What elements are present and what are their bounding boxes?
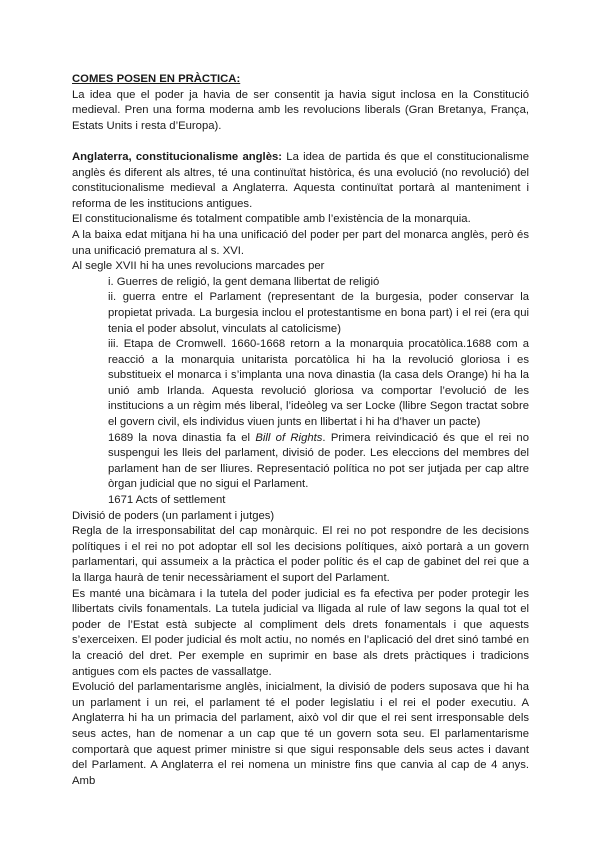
monarchy-paragraph: El constitucionalisme és totalment compatible amb l’existència de la monarquia. bbox=[72, 213, 471, 226]
spacer bbox=[72, 134, 529, 150]
england-paragraph bbox=[72, 150, 529, 212]
document-page bbox=[72, 72, 529, 789]
xvii-paragraph: Al segle XVII hi ha unes revolucions marcades per bbox=[72, 260, 325, 273]
list-item-i: i. Guerres de religió, la gent demana llibertat de religió bbox=[108, 275, 380, 288]
division-paragraph: Divisió de poders (un parlament i jutges) bbox=[72, 509, 275, 522]
list-item-iii: iii. Etapa de Cromwell. 1660-1668 retorn a la monarquia procatòlica.1688 com a reacció a la monarquia unitarista porcatòlica hi ha la revolució gloriosa i es substitueix el monarca i s’implanta una nova dinastia (la casa dels Orange) hi ha la unió amb Irlanda. Aquesta revolució gloriosa va comportar l’evolució de les institucions a un règim més liberal, l’ideòleg va ser Locke (llibre Segon tractat sobre el govern civil, els individus viuen junts en llibertat i hi ha d’haver un pacte) bbox=[108, 338, 529, 429]
page-title: COMES POSEN EN PRÀCTICA: bbox=[72, 73, 241, 85]
bill-of-rights: Bill of Rights bbox=[255, 431, 323, 444]
list-item-1671: 1671 Acts of settlement bbox=[108, 494, 226, 507]
list-item-ii: ii. guerra entre el Parlament (representant de la burgesia, poder conservar la propietat privada. La burgesia inclou el protestantisme en bona part) i el rei (era qui tenia el poder absolut, vinculats al catolicisme) bbox=[108, 291, 529, 335]
intro-paragraph: La idea que el poder ja havia de ser consentit ja havia sigut inclosa en la Constitució medieval. Pren una forma moderna amb les revolucions liberals (Gran Bretanya, França, Estats Units i resta d’Europa). bbox=[72, 88, 529, 132]
england-text: La idea de partida és que el constitucionalisme anglès és diferent als altres, té una continuïtat històrica, és una evolució (no revolució) del constitucionalisme medieval a Anglaterra. Aquesta continuïtat portarà al manteniment i reforma de les institucions antigues. bbox=[72, 150, 529, 210]
item-1689-start: 1689 la nova dinastia fa el bbox=[108, 431, 256, 444]
england-heading: Anglaterra, constitucionalisme anglès: bbox=[72, 150, 283, 163]
evolution-paragraph: Evolució del parlamentarisme anglès, inicialment, la divisió de poders suposava que hi ha un parlament i un rei, el parlament té el poder legislatiu i el rei el poder executiu. A Anglaterra hi ha un primacia del parlament, això vol dir que el rei sent irresponsable dels seus actes, han de nomenar a un cap que té un govern sota seu. El parlamentarisme comportarà que aquest primer ministre si que sigui responsable dels seus actes i davant del Parlament. A Anglaterra el rei nomena un ministre fins que canvia al cap de 4 anys. Amb bbox=[72, 681, 529, 787]
bicameral-paragraph: Es manté una bicàmara i la tutela del poder judicial es fa efectiva per poder protegir les llibertats civils fonamentals. La tutela judicial va lligada al rule of law segons la qual tot el poder de l’Estat està subjecte al compliment dels drets fonamentals i que aquests s’exerceixen. El poder judicial és molt actiu, no només en l’aplicació del dret sinó també en la creació del dret. Per exemple en suprimir en base als drets pràctiques i tradicions antigues com els pactes de vassallatge. bbox=[72, 587, 529, 678]
list-item-1689 bbox=[72, 431, 529, 493]
rule-paragraph: Regla de la irresponsabilitat del cap monàrquic. El rei no pot respondre de les decisions polítiques i el rei no pot adoptar ell sol les decisions polítiques, això portarà a un govern parlamentari, qui assumeix a la pràctica el poder polític és el cap de gabinet del rei que a la llarga haurà de tenir necessàriament el suport del Parlament. bbox=[72, 525, 529, 584]
item-1689-end: . Primera reivindicació és que el rei no suspengui les lleis del parlament, divisió de poder. Les eleccions del membres del parlament han de ser lliures. Representació política no pot ser jutjada per cap altre òrgan judicial que no sigui el Parlament. bbox=[108, 431, 529, 491]
unification-paragraph: A la baixa edat mitjana hi ha una unificació del poder per part del monarca anglès, però és una unificació prematura al s. XVI. bbox=[72, 228, 529, 257]
